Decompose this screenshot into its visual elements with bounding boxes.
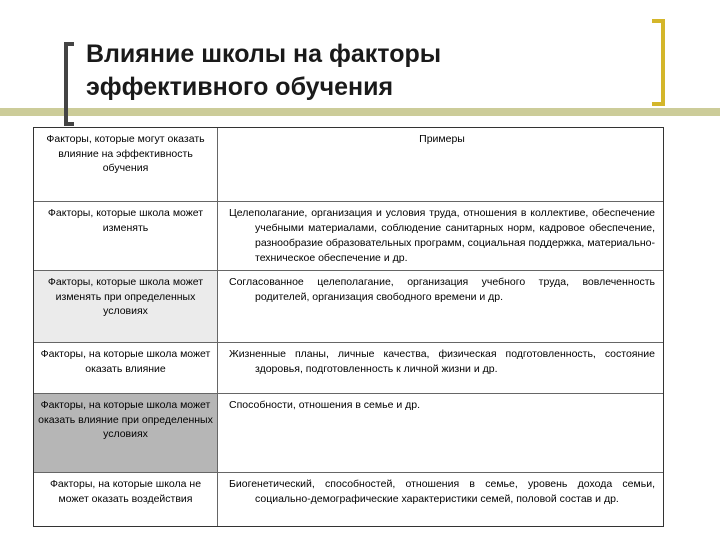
table-header-row [34, 128, 663, 201]
factor-cell: Факторы, на которые школа может оказать влияние при определенных условиях [34, 394, 218, 472]
table-row [34, 201, 663, 270]
slide-title-line-1: Влияние школы на факторы [86, 40, 442, 68]
factor-cell: Факторы, которые школа может изменять [34, 202, 218, 270]
header-examples-cell: Примеры [419, 133, 465, 145]
left-bracket-decoration [64, 42, 74, 126]
factor-cell: Факторы, которые школа может изменять при определенных условиях [34, 271, 218, 342]
slide-title-line-2: эффективного обучения [86, 73, 394, 101]
examples-cell: Согласованное целеполагание, организация учебного труда, вовлеченность родителей, организация свободного времени и др. [229, 276, 655, 303]
table-row [34, 270, 663, 342]
examples-cell: Биогенетический, способностей, отношения в семье, уровень дохода семьи, социально-демографические характеристики семей, половой состав и др. [229, 478, 655, 505]
slide-title [86, 38, 441, 104]
accent-bar [0, 108, 720, 116]
factor-cell: Факторы, на которые школа не может оказать воздействия [34, 473, 218, 526]
header-factors-cell: Факторы, которые могут оказать влияние на эффективность обучения [34, 128, 218, 201]
examples-cell: Жизненные планы, личные качества, физическая подготовленность, состояние здоровья, подготовленность к личной жизни и др. [229, 348, 655, 375]
factor-cell: Факторы, на которые школа может оказать влияние [34, 343, 218, 393]
table-row [34, 393, 663, 472]
factors-table [33, 127, 664, 527]
table-row [34, 342, 663, 393]
right-bracket-decoration [652, 19, 665, 106]
table-row [34, 472, 663, 526]
examples-cell: Способности, отношения в семье и др. [229, 399, 421, 411]
examples-cell: Целеполагание, организация и условия труда, отношения в коллективе, обеспечение учебными материалами, соблюдение санитарных норм, кадровое обеспечение, разнообразие образовательных программ, социальная поддержка, материально-техническое обеспечение и др. [229, 207, 655, 264]
